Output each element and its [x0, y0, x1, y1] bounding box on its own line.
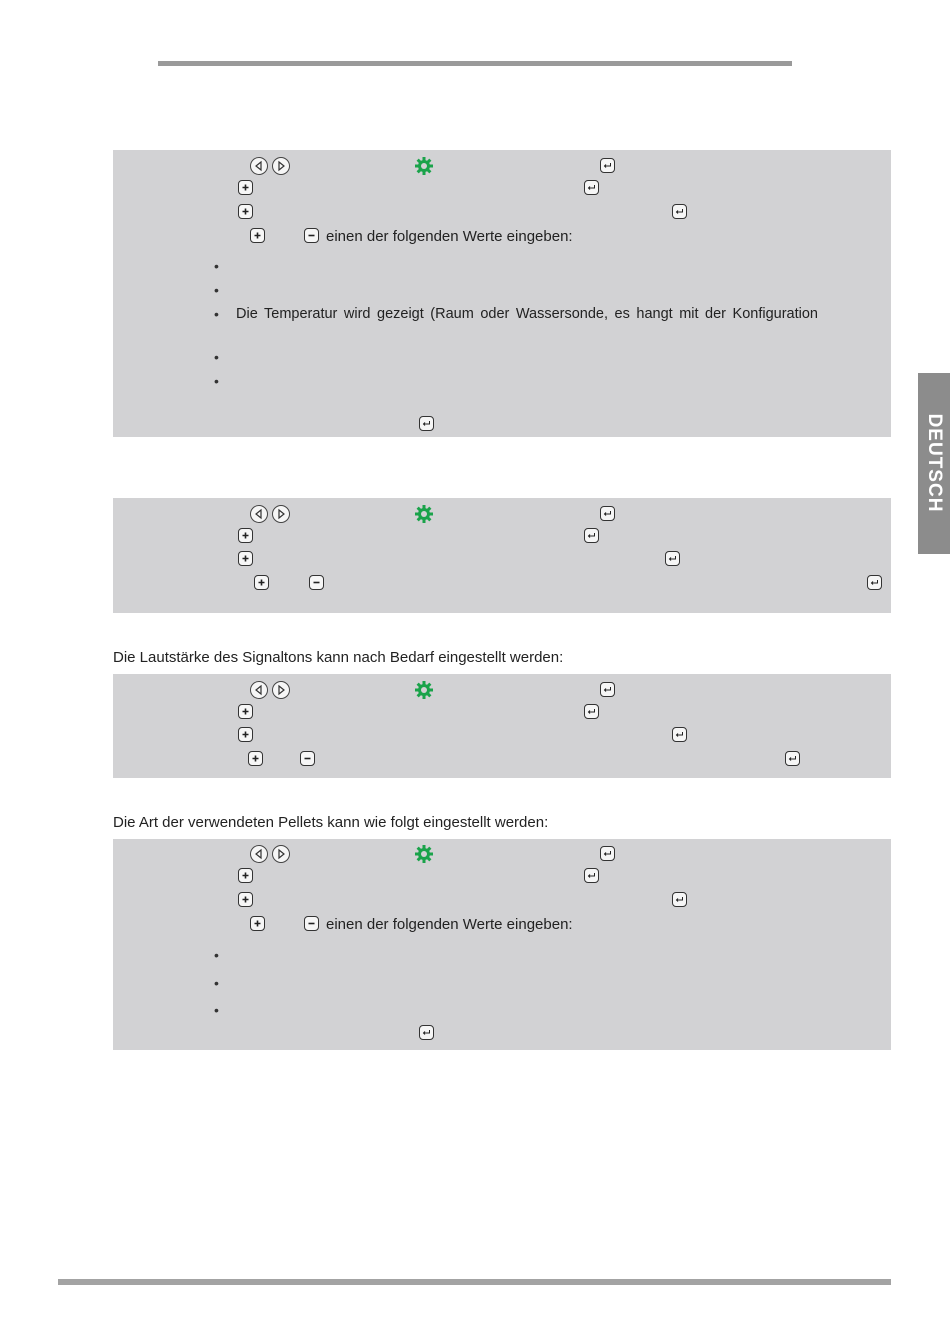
plus-key-icon — [250, 228, 265, 243]
enter-key-icon — [672, 727, 687, 742]
instruction-panel-display — [113, 150, 891, 437]
right-arrow-icon — [272, 157, 290, 175]
enter-key-icon — [867, 575, 882, 590]
enter-key-icon — [672, 892, 687, 907]
bullet: • — [214, 947, 219, 963]
gear-icon — [414, 680, 434, 700]
temperature-bullet-text: Die Temperatur wird gezeigt (Raum oder Wassersonde, es hangt mit der Konfiguration — [236, 306, 818, 322]
instruction-panel-2 — [113, 498, 891, 613]
plus-key-icon — [248, 751, 263, 766]
right-arrow-icon — [272, 681, 290, 699]
select-values-text: einen der folgenden Werte eingeben: — [326, 916, 573, 933]
plus-key-icon — [250, 916, 265, 931]
language-tab-label: DEUTSCH — [924, 413, 945, 513]
bullet: • — [214, 373, 219, 389]
pellet-intro-text: Die Art der verwendeten Pellets kann wie folgt eingestellt werden: — [113, 814, 549, 831]
minus-key-icon — [304, 916, 319, 931]
bullet: • — [214, 258, 219, 274]
volume-intro-text: Die Lautstärke des Signaltons kann nach Bedarf eingestellt werden: — [113, 649, 564, 666]
plus-key-icon — [238, 551, 253, 566]
select-values-text: einen der folgenden Werte eingeben: — [326, 228, 573, 245]
minus-key-icon — [300, 751, 315, 766]
right-arrow-icon — [272, 505, 290, 523]
enter-key-icon — [584, 180, 599, 195]
enter-key-icon — [600, 506, 615, 521]
footer-rule — [58, 1279, 891, 1285]
instruction-panel-volume — [113, 674, 891, 778]
plus-key-icon — [238, 180, 253, 195]
enter-key-icon — [419, 416, 434, 431]
plus-key-icon — [238, 704, 253, 719]
gear-icon — [414, 844, 434, 864]
header-rule — [158, 61, 792, 66]
bullet: • — [214, 349, 219, 365]
bullet: • — [214, 975, 219, 991]
minus-key-icon — [309, 575, 324, 590]
minus-key-icon — [304, 228, 319, 243]
enter-key-icon — [785, 751, 800, 766]
enter-key-icon — [584, 868, 599, 883]
instruction-panel-pellet — [113, 839, 891, 1050]
right-arrow-icon — [272, 845, 290, 863]
enter-key-icon — [600, 846, 615, 861]
left-arrow-icon — [250, 505, 268, 523]
bullet: • — [214, 1002, 219, 1018]
enter-key-icon — [672, 204, 687, 219]
bullet: • — [214, 282, 219, 298]
plus-key-icon — [238, 727, 253, 742]
enter-key-icon — [600, 682, 615, 697]
plus-key-icon — [238, 892, 253, 907]
enter-key-icon — [665, 551, 680, 566]
plus-key-icon — [238, 528, 253, 543]
plus-key-icon — [238, 204, 253, 219]
bullet: • — [214, 306, 219, 322]
enter-key-icon — [419, 1025, 434, 1040]
plus-key-icon — [238, 868, 253, 883]
left-arrow-icon — [250, 157, 268, 175]
enter-key-icon — [584, 704, 599, 719]
gear-icon — [414, 156, 434, 176]
enter-key-icon — [584, 528, 599, 543]
left-arrow-icon — [250, 845, 268, 863]
gear-icon — [414, 504, 434, 524]
enter-key-icon — [600, 158, 615, 173]
left-arrow-icon — [250, 681, 268, 699]
plus-key-icon — [254, 575, 269, 590]
language-tab — [918, 373, 950, 554]
